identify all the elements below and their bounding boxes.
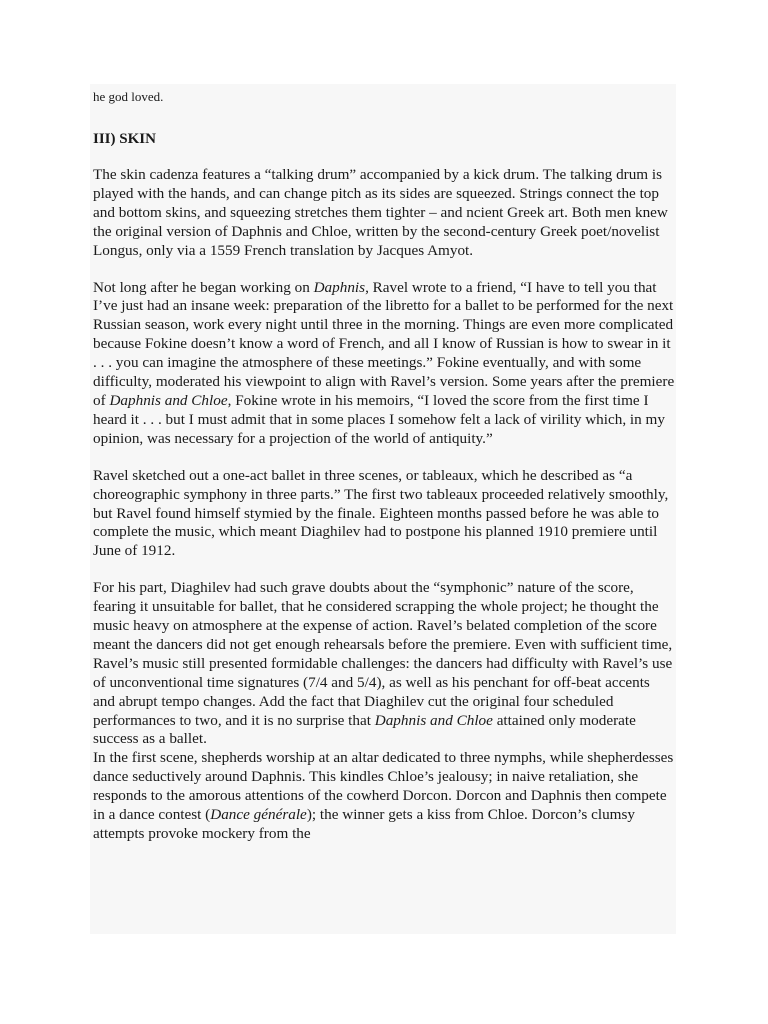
text-span: , Fokine wrote in his memoirs, “I loved the score from the first time I heard it . . . but I must admit that in some places I somehow felt a lack of virility which, in my opinion, was necessary for a projection of the world of antiquity.” — [93, 391, 665, 447]
paragraph-skin-cadenza: The skin cadenza features a “talking drum” accompanied by a kick drum. The talking drum is played with the hands, and can change pitch as its sides are squeezed. Strings connect the top and bottom skins, and squeezing stretches them tighter – and ncient Greek art. Both men knew the original version of Daphnis and Chloe, written by the second-century Greek poet/novelist Longus, only via a 1559 French translation by Jacques Amyot. — [93, 166, 668, 259]
italic-title: Daphnis and Chloe — [374, 711, 493, 729]
italic-title: Daphnis — [313, 278, 366, 296]
paragraph-tableaux: Ravel sketched out a one-act ballet in three scenes, or tableaux, which he described as “a choreographic symphony in three parts.” The first two tableaux proceeded relatively smoothly, but Ravel found himself stymied by the finale. Eighteen months passed before he was able to complete the music, which meant Diaghilev had to postpone his planned 1910 premiere until June of 1912. — [93, 466, 669, 560]
document-page — [90, 84, 676, 934]
continued-fragment: he god loved. — [93, 89, 164, 104]
paragraph-first-scene — [93, 749, 675, 844]
text-span: attained only moderate success as a ballet. — [93, 711, 636, 748]
text-span: , Ravel wrote to a friend, “I have to tell you that I’ve just had an insane week: preparation of the libretto for a ballet to be performed for the next Russian season, work every night until three in the morning. Things are even more complicated because Fokine doesn’t know a word of French, and all I know of Russian is how to swear in it . . . you can imagine the atmosphere of these meetings.” Fokine eventually, and with some difficulty, moderated his viewpoint to align with Ravel’s version. Some years after the premiere of — [93, 278, 675, 409]
italic-term: Dance générale — [210, 806, 307, 824]
text-span: For his part, Diaghilev had such grave doubts about the “symphonic” nature of the score, fearing it unsuitable for ballet, that he considered scrapping the whole project; he thought the music heavy on atmosphere at the expense of action. Ravel’s belated completion of the score meant the dancers did not get enough rehearsals before the premiere. Even with sufficient time, Ravel’s music still presented formidable challenges: the dancers had difficulty with Ravel’s use of unconventional time signatures (7/4 and 5/4), as well as his penchant for off-beat accents and abrupt tempo changes. Add the fact that Diaghilev cut the original four scheduled performances to two, and it is no surprise that — [93, 579, 673, 729]
italic-title: Daphnis and Chloe — [109, 391, 228, 409]
text-span: Not long after he began working on — [93, 278, 314, 296]
paragraph-ravel-letter — [93, 279, 675, 449]
document-content — [93, 88, 675, 844]
text-span: In the first scene, shepherds worship at an altar dedicated to three nymphs, while shepherdesses dance seductively around Daphnis. This kindles Chloe’s jealousy; in naive retaliation, she responds to the amorous attentions of the cowherd Dorcon. Dorcon and Daphnis then compete in a dance contest ( — [93, 749, 674, 824]
section-heading: III) SKIN — [93, 131, 156, 147]
paragraph-diaghilev — [93, 579, 675, 749]
text-span: ); the winner gets a kiss from Chloe. Dorcon’s clumsy attempts provoke mockery from the — [93, 806, 635, 842]
